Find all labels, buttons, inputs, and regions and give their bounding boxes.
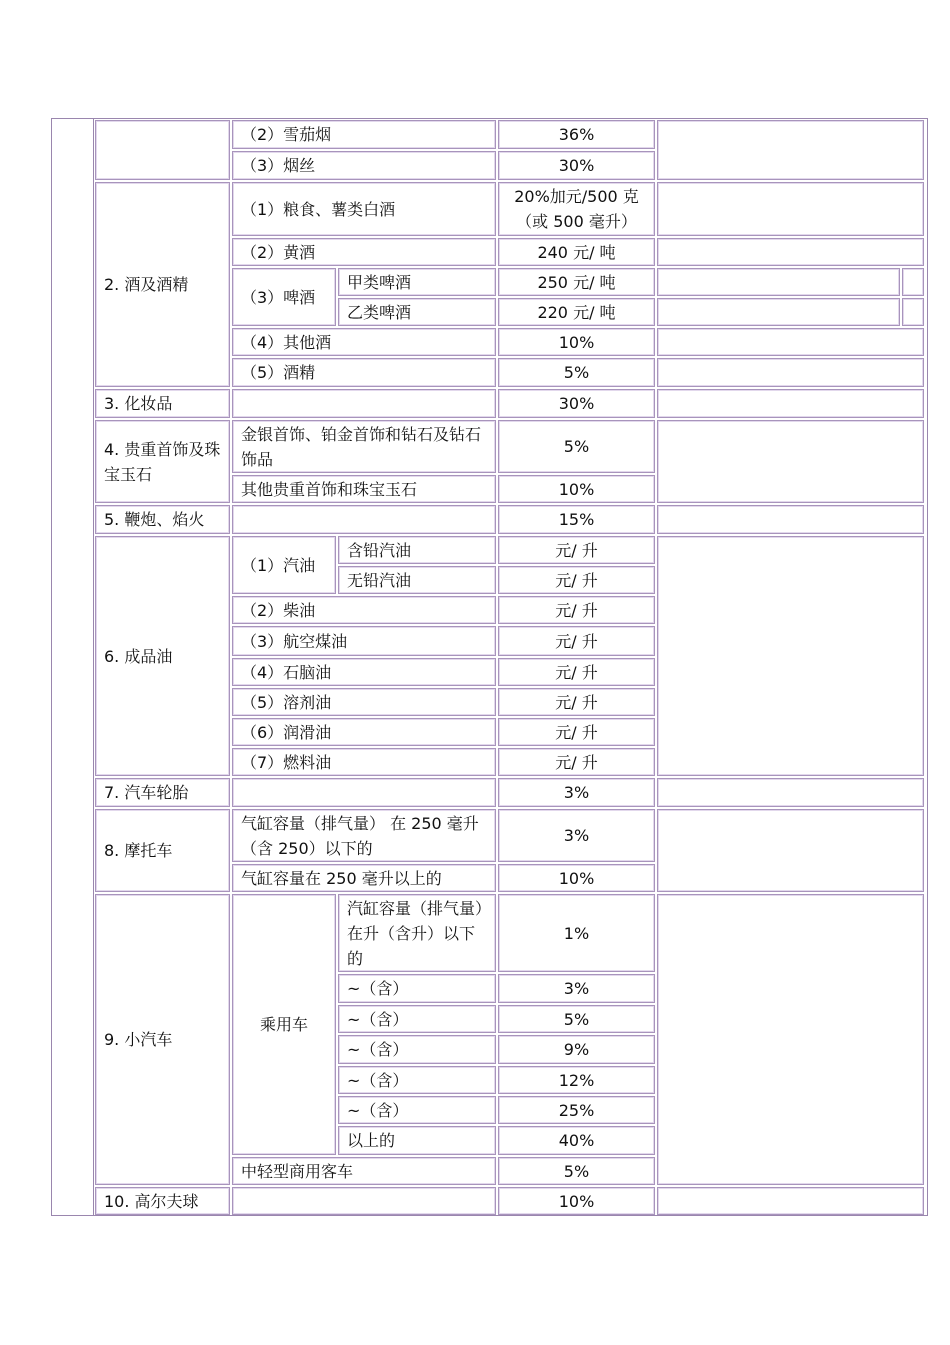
jewelry-category: 4. 贵重首饰及珠宝玉石 — [95, 420, 230, 503]
motorcycle-category: 8. 摩托车 — [95, 809, 230, 892]
fireworks-rate: 15% — [498, 505, 655, 534]
jet-fuel-rate: 元/ 升 — [498, 626, 655, 656]
beer-class-a-extra — [902, 268, 924, 296]
solvent-oil-rate: 元/ 升 — [498, 688, 655, 716]
yellow-wine-rate: 240 元/ 吨 — [498, 238, 655, 266]
tires-item — [232, 778, 496, 807]
golf-item — [232, 1187, 496, 1215]
shredded-tobacco-rate: 30% — [498, 151, 655, 180]
car-tier-7-rate: 40% — [498, 1126, 655, 1155]
cosmetics-note — [657, 389, 924, 418]
diesel-rate: 元/ 升 — [498, 596, 655, 624]
leaded-gasoline-rate: 元/ 升 — [498, 536, 655, 564]
beer-class-b-rate: 220 元/ 吨 — [498, 298, 655, 326]
cosmetics-item — [232, 389, 496, 418]
cosmetics-category: 3. 化妆品 — [95, 389, 230, 418]
golf-rate: 10% — [498, 1187, 655, 1215]
jewelry-other-item: 其他贵重首饰和珠宝玉石 — [232, 475, 496, 503]
other-wine-rate: 10% — [498, 328, 655, 356]
jewelry-other-rate: 10% — [498, 475, 655, 503]
car-tier-6-item: ~（含） — [338, 1096, 496, 1124]
lubricant-item: （6）润滑油 — [232, 718, 496, 746]
fireworks-note — [657, 505, 924, 534]
diesel-item: （2）柴油 — [232, 596, 496, 624]
fireworks-item — [232, 505, 496, 534]
car-tier-2-item: ~（含） — [338, 974, 496, 1003]
car-tier-4-rate: 9% — [498, 1035, 655, 1064]
other-wine-item: （4）其他酒 — [232, 328, 496, 356]
fireworks-category: 5. 鞭炮、焰火 — [95, 505, 230, 534]
beer-class-a-note — [657, 268, 900, 296]
unleaded-gasoline-item: 无铅汽油 — [338, 566, 496, 594]
unleaded-gasoline-rate: 元/ 升 — [498, 566, 655, 594]
fuel-oil-rate: 元/ 升 — [498, 748, 655, 776]
yellow-wine-item: （2）黄酒 — [232, 238, 496, 266]
cigar-item: （2）雪茄烟 — [232, 120, 496, 149]
grain-liquor-note — [657, 182, 924, 236]
motorcycle-small-item: 气缸容量（排气量） 在 250 毫升（含 250）以下的 — [232, 809, 496, 862]
beer-class-a-rate: 250 元/ 吨 — [498, 268, 655, 296]
car-tier-6-rate: 25% — [498, 1096, 655, 1124]
beer-class-b-note — [657, 298, 900, 326]
jewelry-gold-rate: 5% — [498, 420, 655, 473]
car-tier-1-item: 汽缸容量（排气量）在升（含升）以下的 — [338, 894, 496, 972]
commercial-bus-item: 中轻型商用客车 — [232, 1157, 496, 1185]
jewelry-gold-item: 金银首饰、铂金首饰和钻石及钻石饰品 — [232, 420, 496, 473]
motorcycle-large-rate: 10% — [498, 864, 655, 892]
oil-category: 6. 成品油 — [95, 536, 230, 776]
alcohol-note — [657, 358, 924, 387]
car-tier-3-rate: 5% — [498, 1005, 655, 1033]
motorcycle-small-rate: 3% — [498, 809, 655, 862]
shredded-tobacco-item: （3）烟丝 — [232, 151, 496, 180]
car-tier-5-item: ~（含） — [338, 1066, 496, 1094]
alcohol-item: （5）酒精 — [232, 358, 496, 387]
left-column-divider — [93, 118, 94, 1216]
tobacco-note-cell — [657, 120, 924, 180]
golf-note — [657, 1187, 924, 1215]
motorcycle-note — [657, 809, 924, 892]
car-tier-3-item: ~（含） — [338, 1005, 496, 1033]
car-category: 9. 小汽车 — [95, 894, 230, 1185]
grain-liquor-rate: 20%加元/500 克（或 500 毫升） — [498, 182, 655, 236]
beer-item: （3）啤酒 — [232, 268, 336, 326]
car-tier-1-rate: 1% — [498, 894, 655, 972]
liquor-category: 2. 酒及酒精 — [95, 182, 230, 387]
grain-liquor-item: （1）粮食、薯类白酒 — [232, 182, 496, 236]
commercial-bus-rate: 5% — [498, 1157, 655, 1185]
tires-category: 7. 汽车轮胎 — [95, 778, 230, 807]
tobacco-category-cell — [95, 120, 230, 180]
passenger-car-label: 乘用车 — [232, 894, 336, 1155]
tires-note — [657, 778, 924, 807]
tires-rate: 3% — [498, 778, 655, 807]
beer-class-b-extra — [902, 298, 924, 326]
beer-class-b-item: 乙类啤酒 — [338, 298, 496, 326]
alcohol-rate: 5% — [498, 358, 655, 387]
solvent-oil-item: （5）溶剂油 — [232, 688, 496, 716]
cigar-rate: 36% — [498, 120, 655, 149]
yellow-wine-note — [657, 238, 924, 266]
car-note — [657, 894, 924, 1185]
naphtha-item: （4）石脑油 — [232, 658, 496, 686]
beer-class-a-item: 甲类啤酒 — [338, 268, 496, 296]
gasoline-item: （1）汽油 — [232, 536, 336, 594]
jet-fuel-item: （3）航空煤油 — [232, 626, 496, 656]
other-wine-note — [657, 328, 924, 356]
oil-note — [657, 536, 924, 776]
car-tier-5-rate: 12% — [498, 1066, 655, 1094]
car-tier-2-rate: 3% — [498, 974, 655, 1003]
naphtha-rate: 元/ 升 — [498, 658, 655, 686]
cosmetics-rate: 30% — [498, 389, 655, 418]
fuel-oil-item: （7）燃料油 — [232, 748, 496, 776]
car-tier-4-item: ~（含） — [338, 1035, 496, 1064]
leaded-gasoline-item: 含铅汽油 — [338, 536, 496, 564]
car-tier-7-item: 以上的 — [338, 1126, 496, 1155]
golf-category: 10. 高尔夫球 — [95, 1187, 230, 1215]
lubricant-rate: 元/ 升 — [498, 718, 655, 746]
jewelry-note — [657, 420, 924, 503]
motorcycle-large-item: 气缸容量在 250 毫升以上的 — [232, 864, 496, 892]
